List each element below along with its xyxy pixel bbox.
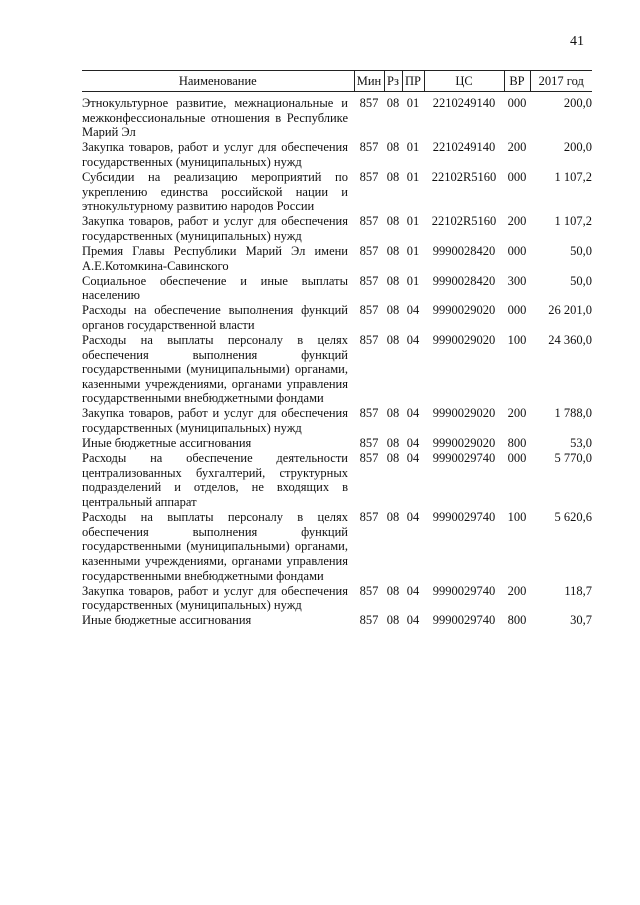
row-vr: 200 [507,140,527,155]
row-vr: 100 [507,510,527,525]
row-vr: 200 [507,583,527,598]
header-year: 2017 год [530,71,592,92]
row-min: 857 [359,169,379,184]
row-pr: 04 [406,303,420,318]
table-row [82,214,592,244]
row-cs: 9990029020 [432,303,496,318]
row-min: 857 [359,214,379,229]
table-row [82,406,592,436]
row-rz: 08 [386,140,400,155]
row-rz: 08 [386,451,400,466]
row-cs: 2210249140 [432,140,496,155]
row-min: 857 [359,96,379,110]
row-amount: 24 360,0 [548,333,592,347]
header-cs: ЦС [424,71,504,92]
header-pr: ПР [402,71,424,92]
row-min: 857 [359,436,379,451]
row-cs: 9990029020 [432,333,496,347]
row-pr: 04 [406,583,420,598]
row-pr: 01 [406,140,420,155]
row-vr: 000 [507,451,527,466]
budget-table-container [82,70,592,628]
row-vr: 100 [507,333,527,347]
row-min: 857 [359,583,379,598]
row-name: Закупка товаров, работ и услуг для обеспечения государственных (муниципальных) нужд [82,140,348,169]
row-min: 857 [359,333,379,347]
row-name: Социальное обеспечение и иные выплаты населению [82,273,348,303]
header-rz: Рз [384,71,402,92]
row-vr: 000 [507,169,527,184]
row-cs: 9990028420 [432,243,496,258]
table-row [82,140,592,170]
row-rz: 08 [386,436,400,451]
row-amount: 118,7 [564,583,592,598]
row-cs: 9990029740 [432,451,496,466]
table-row [82,436,592,451]
row-vr: 000 [507,96,527,110]
row-vr: 800 [507,613,527,628]
row-amount: 50,0 [570,273,592,288]
row-min: 857 [359,303,379,318]
table-row [82,170,592,214]
row-rz: 08 [386,406,400,421]
row-pr: 04 [406,613,420,628]
page-number: 41 [570,34,584,49]
row-name: Субсидии на реализацию мероприятий по укреплению единства российской нации и этнокультурному развитию народов России [82,169,348,214]
row-cs: 22102R5160 [431,169,497,184]
row-amount: 30,7 [570,613,592,628]
row-vr: 800 [507,436,527,451]
row-name: Расходы на выплаты персоналу в целях обеспечения выполнения функций государственными (муниципальными) органами, казенными учреждениями, органами управления государственными внебюджетными фондами [82,510,348,583]
row-pr: 04 [406,451,420,466]
row-min: 857 [359,613,379,628]
row-cs: 22102R5160 [431,214,497,229]
row-rz: 08 [386,613,400,628]
row-pr: 01 [406,214,420,229]
row-pr: 01 [406,243,420,258]
table-row [82,451,592,510]
row-min: 857 [359,406,379,421]
table-row [82,274,592,304]
row-name: Премия Главы Республики Марий Эл имени А.Е.Котомкина-Савинского [82,243,348,273]
row-cs: 9990028420 [432,273,496,288]
row-cs: 9990029020 [432,436,496,451]
row-rz: 08 [386,303,400,318]
row-cs: 9990029740 [432,583,496,598]
table-header [82,71,592,92]
row-name: Расходы на обеспечение деятельности централизованных бухгалтерий, структурных подразделений и отделов, не входящих в центральный аппарат [82,451,348,510]
table-row [82,333,592,406]
table-row [82,303,592,333]
row-rz: 08 [386,214,400,229]
row-pr: 01 [406,96,420,110]
header-min: Мин [354,71,384,92]
row-pr: 04 [406,510,420,525]
row-rz: 08 [386,273,400,288]
row-amount: 5 620,6 [554,510,592,525]
header-name: Наименование [82,71,354,92]
row-pr: 04 [406,436,420,451]
row-vr: 000 [507,303,527,318]
row-rz: 08 [386,243,400,258]
row-name: Закупка товаров, работ и услуг для обеспечения государственных (муниципальных) нужд [82,214,348,243]
row-rz: 08 [386,96,400,110]
row-min: 857 [359,243,379,258]
row-amount: 200,0 [563,96,592,110]
row-min: 857 [359,273,379,288]
row-pr: 01 [406,169,420,184]
row-min: 857 [359,510,379,525]
row-vr: 000 [507,243,527,258]
row-amount: 5 770,0 [554,451,592,466]
row-min: 857 [359,451,379,466]
row-amount: 1 788,0 [554,406,592,421]
row-pr: 04 [406,333,420,347]
row-amount: 1 107,2 [554,169,592,184]
row-rz: 08 [386,510,400,525]
row-name: Расходы на выплаты персоналу в целях обеспечения выполнения функций государственными (муниципальными) органами, казенными учреждениями, органами управления государственными внебюджетными фондами [82,333,348,406]
table-row [82,613,592,628]
row-amount: 200,0 [563,140,592,155]
header-vr: ВР [504,71,530,92]
table-row [82,92,592,141]
row-name: Закупка товаров, работ и услуг для обеспечения государственных (муниципальных) нужд [82,583,348,613]
row-rz: 08 [386,333,400,347]
row-min: 857 [359,140,379,155]
row-amount: 26 201,0 [548,303,592,318]
row-vr: 300 [507,273,527,288]
table-row [82,244,592,274]
row-amount: 53,0 [570,436,592,451]
row-name: Закупка товаров, работ и услуг для обеспечения государственных (муниципальных) нужд [82,406,348,436]
row-cs: 9990029740 [432,613,496,628]
row-vr: 200 [507,406,527,421]
row-name: Иные бюджетные ассигнования [82,436,252,451]
row-cs: 2210249140 [432,96,496,110]
row-rz: 08 [386,169,400,184]
table-row [82,510,592,583]
row-name: Этнокультурное развитие, межнациональные и межконфессиональные отношения в Республике Марий Эл [82,96,348,140]
row-name: Иные бюджетные ассигнования [82,613,252,628]
table-body [82,92,592,629]
row-pr: 01 [406,273,420,288]
row-amount: 50,0 [570,243,592,258]
row-cs: 9990029740 [432,510,496,525]
row-cs: 9990029020 [432,406,496,421]
table-row [82,584,592,614]
row-amount: 1 107,2 [554,214,592,229]
row-name: Расходы на обеспечение выполнения функций органов государственной власти [82,303,348,332]
budget-table [82,70,592,628]
row-vr: 200 [507,214,527,229]
row-pr: 04 [406,406,420,421]
row-rz: 08 [386,583,400,598]
